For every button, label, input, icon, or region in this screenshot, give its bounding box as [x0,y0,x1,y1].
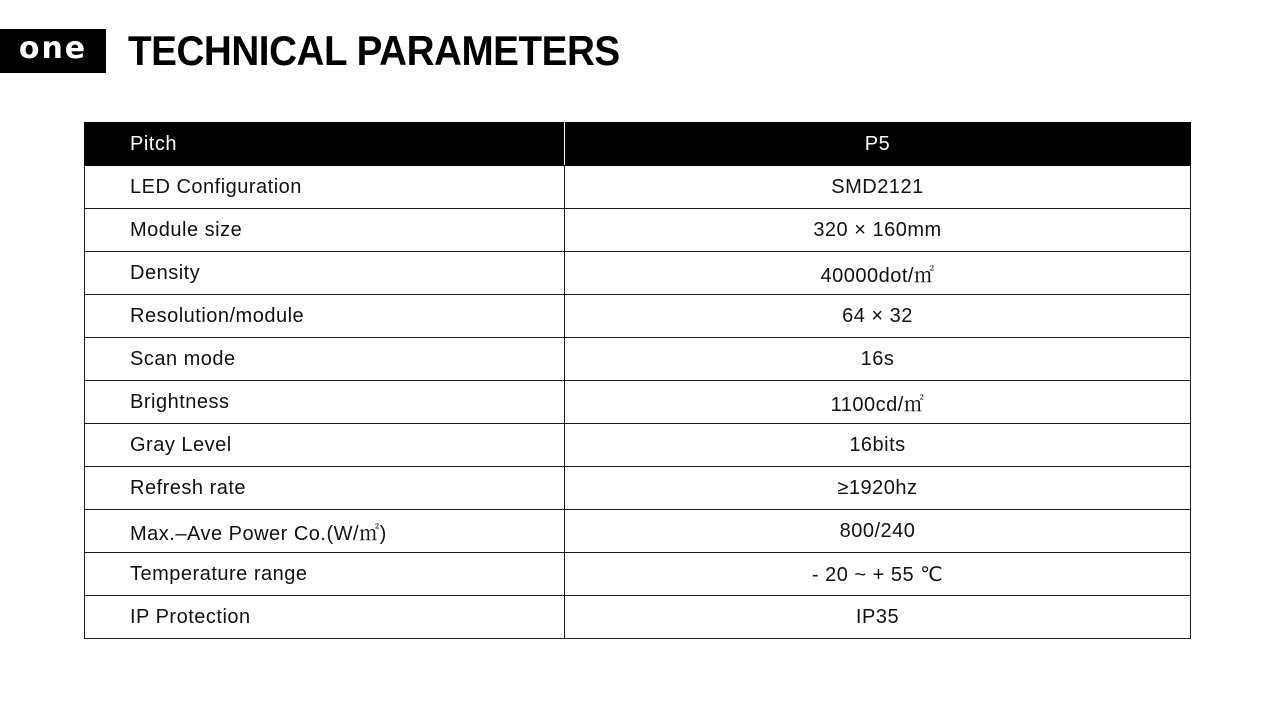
table-row [85,467,1191,510]
row-value: 320 × 160mm [565,209,1191,252]
row-value: 16s [565,338,1191,381]
row-label: Resolution/module [85,295,565,338]
table-row [85,209,1191,252]
table-row [85,424,1191,467]
row-label: Brightness [85,381,565,424]
table-header-row [85,123,1191,166]
row-value: 64 × 32 [565,295,1191,338]
row-value: IP35 [565,596,1191,639]
table-row [85,510,1191,553]
row-value: 16bits [565,424,1191,467]
row-label: Density [85,252,565,295]
table-header-value: P5 [565,123,1191,166]
row-label: Module size [85,209,565,252]
row-label: LED Configuration [85,166,565,209]
row-label: Refresh rate [85,467,565,510]
table-row [85,381,1191,424]
row-label: Scan mode [85,338,565,381]
spec-table [84,122,1191,639]
row-value: - 20 ~ + 55 ℃ [565,553,1191,596]
row-label: Max.–Ave Power Co.(W/㎡) [85,510,565,553]
row-value: 1100cd/㎡ [565,381,1191,424]
brand-logo-text: one [18,31,88,66]
row-value: 40000dot/㎡ [565,252,1191,295]
table-row [85,166,1191,209]
table-row [85,295,1191,338]
table-row [85,252,1191,295]
row-label: Temperature range [85,553,565,596]
page-title: TECHNICAL PARAMETERS [128,27,620,74]
table-row [85,338,1191,381]
row-value: SMD2121 [565,166,1191,209]
row-label: Gray Level [85,424,565,467]
brand-logo [0,29,106,73]
row-label: IP Protection [85,596,565,639]
table-row [85,553,1191,596]
row-value: ≥1920hz [565,467,1191,510]
row-value: 800/240 [565,510,1191,553]
table-row [85,596,1191,639]
table-header-label: Pitch [85,123,565,166]
